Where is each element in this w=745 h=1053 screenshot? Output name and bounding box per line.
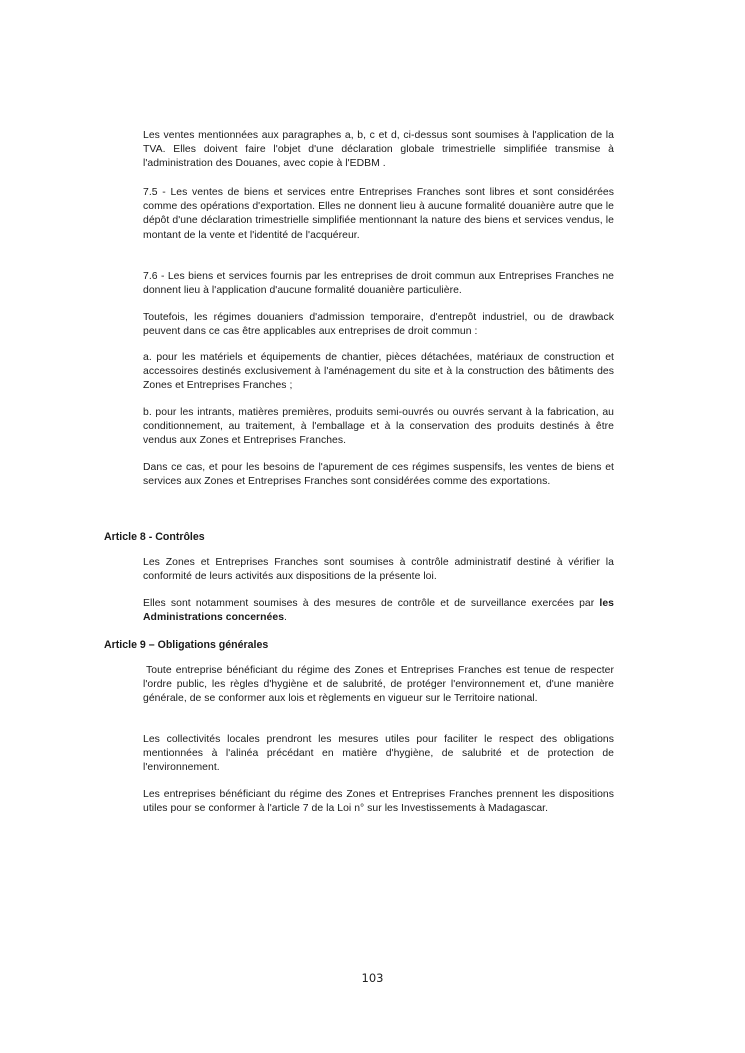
administrations-concernees-text: les Administrations concernées bbox=[143, 598, 614, 624]
paragraph-article-8-intro: Les Zones et Entreprises Franches sont soumises à contrôle administratif destiné à vérifier la conformité de leurs activités aux dispositions de la présente loi. bbox=[143, 557, 614, 583]
paragraph-article-9-obligations: Toute entreprise bénéficiant du régime des Zones et Entreprises Franches est tenue de respecter l'ordre public, les règles d'hygiène et de salubrité, de protéger l'environnement et, d'une manière générale, de se conformer aux lois et règlements en vigueur sur le Territoire national. bbox=[143, 665, 614, 705]
paragraph-toutefois: Toutefois, les régimes douaniers d'admission temporaire, d'entrepôt industriel, ou de drawback peuvent dans ce cas être applicables aux entreprises de droit commun : bbox=[143, 312, 614, 338]
heading-article-9: Article 9 – Obligations générales bbox=[104, 639, 269, 651]
paragraph-loi-investissements: Les entreprises bénéficiant du régime des Zones et Entreprises Franches prennent les dispositions utiles pour se conformer à l'article 7 de la Loi n° sur les Investissements à Madagascar. bbox=[143, 789, 614, 815]
paragraph-item-b: b. pour les intrants, matières premières, produits semi-ouvrés ou ouvrés servant à la fabrication, au conditionnement, au traitement, à l'emballage et à la conservation des produits destinés à être vendus aux Zones et Entreprises Franches. bbox=[143, 407, 614, 447]
paragraph-controle-end: . bbox=[284, 612, 287, 624]
page-number: 103 bbox=[361, 971, 384, 985]
paragraph-7-5: 7.5 - Les ventes de biens et services entre Entreprises Franches sont libres et sont considérées comme des opérations d'exportation. Elles ne donnent lieu à aucune formalité douanière autre que le dépôt d'une déclaration trimestrielle simplifiée mentionnant la nature des biens et services vendus, le montant de la vente et l'identité de l'acquéreur. bbox=[143, 187, 614, 241]
paragraph-7-6: 7.6 - Les biens et services fournis par les entreprises de droit commun aux Entreprises Franches ne donnent lieu à l'application d'aucune formalité douanière particulière. bbox=[143, 271, 614, 297]
paragraph-item-a: a. pour les matériels et équipements de chantier, pièces détachées, matériaux de construction et accessoires destinés exclusivement à l'aménagement du site et à la construction des bâtiments des Zones et Entreprises Franches ; bbox=[143, 352, 614, 392]
heading-article-8: Article 8 - Contrôles bbox=[104, 531, 205, 543]
paragraph-article-8-controle bbox=[143, 597, 614, 625]
paragraph-collectivites: Les collectivités locales prendront les mesures utiles pour faciliter le respect des obligations mentionnées à l'alinéa précédant en matière d'hygiène, de salubrité et de protection de l'environnement. bbox=[143, 734, 614, 774]
paragraph-tva: Les ventes mentionnées aux paragraphes a, b, c et d, ci-dessus sont soumises à l'application de la TVA. Elles doivent faire l'objet d'une déclaration globale trimestrielle simplifiée transmise à l'administration des Douanes, avec copie à l'EDBM . bbox=[143, 130, 614, 170]
paragraph-controle-text: Elles sont notamment soumises à des mesures de contrôle et de surveillance exercées par bbox=[143, 598, 600, 609]
paragraph-dans-ce-cas: Dans ce cas, et pour les besoins de l'apurement de ces régimes suspensifs, les ventes de biens et services aux Zones et Entreprises Franches sont considérées comme des exportations. bbox=[143, 462, 614, 488]
